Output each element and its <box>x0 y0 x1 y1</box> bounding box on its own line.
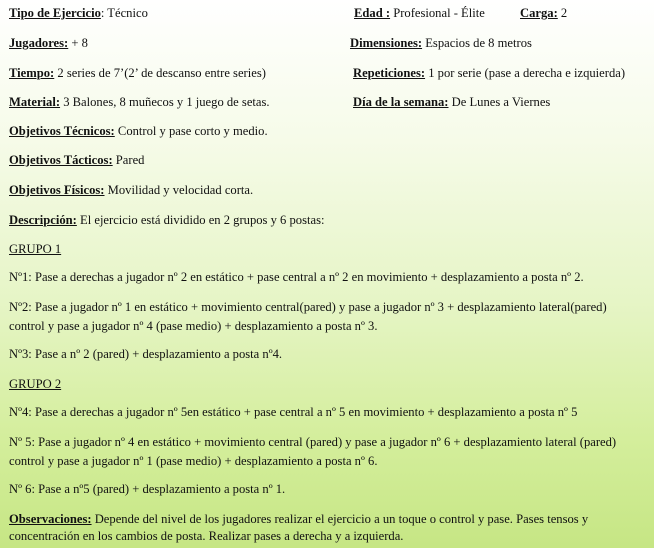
grupo1-item-1: Nº1: Pase a derechas a jugador nº 2 en estático + pase central a nº 2 en movimiento + desplazamiento a posta nº 2. <box>9 270 584 284</box>
material-field <box>9 95 270 110</box>
grupo2-title: GRUPO 2 <box>9 377 62 391</box>
objetivos-fisicos-value: Movilidad y velocidad corta. <box>104 183 254 197</box>
observaciones-label: Observaciones: <box>9 512 92 526</box>
material-label: Material: <box>9 95 61 109</box>
dia-semana-value: De Lunes a Viernes <box>448 95 551 109</box>
tipo-ejercicio-field <box>9 6 148 21</box>
grupo1-item-3: Nº3: Pase a nº 2 (pared) + desplazamiento a posta nº4. <box>9 347 283 361</box>
dia-semana-label: Día de la semana: <box>353 95 449 109</box>
dia-semana-field <box>353 95 550 110</box>
jugadores-label: Jugadores: <box>9 36 69 50</box>
descripcion-label: Descripción: <box>9 213 77 227</box>
dimensiones-field <box>350 36 532 51</box>
tipo-ejercicio-label: Tipo de Ejercicio <box>9 6 101 20</box>
carga-label: Carga: <box>520 6 558 20</box>
objetivos-tacticos-value: Pared <box>112 153 145 167</box>
edad-label: Edad : <box>354 6 391 20</box>
carga-field <box>520 6 567 21</box>
jugadores-field <box>9 36 88 51</box>
grupo2-item-3: Nº 6: Pase a nº5 (pared) + desplazamiento a posta nº 1. <box>9 482 286 496</box>
grupo2-item-1: Nº4: Pase a derechas a jugador nº 5en estático + pase central a nº 5 en movimiento + desplazamiento a posta nº 5 <box>9 405 578 419</box>
observaciones-field <box>9 511 645 545</box>
objetivos-tacticos-label: Objetivos Tácticos: <box>9 153 113 167</box>
repeticiones-value: 1 por serie (pase a derecha e izquierda) <box>425 66 626 80</box>
descripcion-field <box>9 213 325 228</box>
objetivos-tecnicos-value: Control y pase corto y medio. <box>114 124 268 138</box>
tiempo-value: 2 series de 7’(2’ de descanso entre series) <box>54 66 266 80</box>
tiempo-field <box>9 66 266 81</box>
dimensiones-label: Dimensiones: <box>350 36 423 50</box>
objetivos-fisicos-label: Objetivos Físicos: <box>9 183 105 197</box>
edad-value: Profesional - Élite <box>390 6 485 20</box>
tiempo-label: Tiempo: <box>9 66 55 80</box>
descripcion-value: El ejercicio está dividido en 2 grupos y 6 postas: <box>76 213 325 227</box>
repeticiones-field <box>353 66 625 81</box>
dimensiones-value: Espacios de 8 metros <box>422 36 532 50</box>
material-value: 3 Balones, 8 muñecos y 1 juego de setas. <box>60 95 270 109</box>
grupo2-item-2: Nº 5: Pase a jugador nº 4 en estático + movimiento central (pared) y pase a jugador nº 6 + desplazamiento lateral (pared) control y pase a jugador nº 1 (pase medio) + desplazamiento a posta nº 6. <box>9 435 617 468</box>
tipo-ejercicio-value: : Técnico <box>100 6 148 20</box>
objetivos-tecnicos-field <box>9 124 268 139</box>
grupo1-item-2: Nº2: Pase a jugador nº 1 en estático + movimiento central(pared) y pase a jugador nº 3 + desplazamiento lateral(pared) control y pase a jugador nº 4 (pase medio) + desplazamiento a posta nº 3. <box>9 300 607 333</box>
repeticiones-label: Repeticiones: <box>353 66 426 80</box>
edad-field <box>354 6 485 21</box>
objetivos-tecnicos-label: Objetivos Técnicos: <box>9 124 115 138</box>
objetivos-tacticos-field <box>9 153 144 168</box>
observaciones-value: Depende del nivel de los jugadores realizar el ejercicio a un toque o control y pase. Pases tensos y concentración en los cambios de posta. Realizar pases a derecha y a izquierda. <box>9 512 589 543</box>
objetivos-fisicos-field <box>9 183 253 198</box>
carga-value: 2 <box>557 6 568 20</box>
jugadores-value: + 8 <box>68 36 88 50</box>
grupo1-title: GRUPO 1 <box>9 242 62 256</box>
